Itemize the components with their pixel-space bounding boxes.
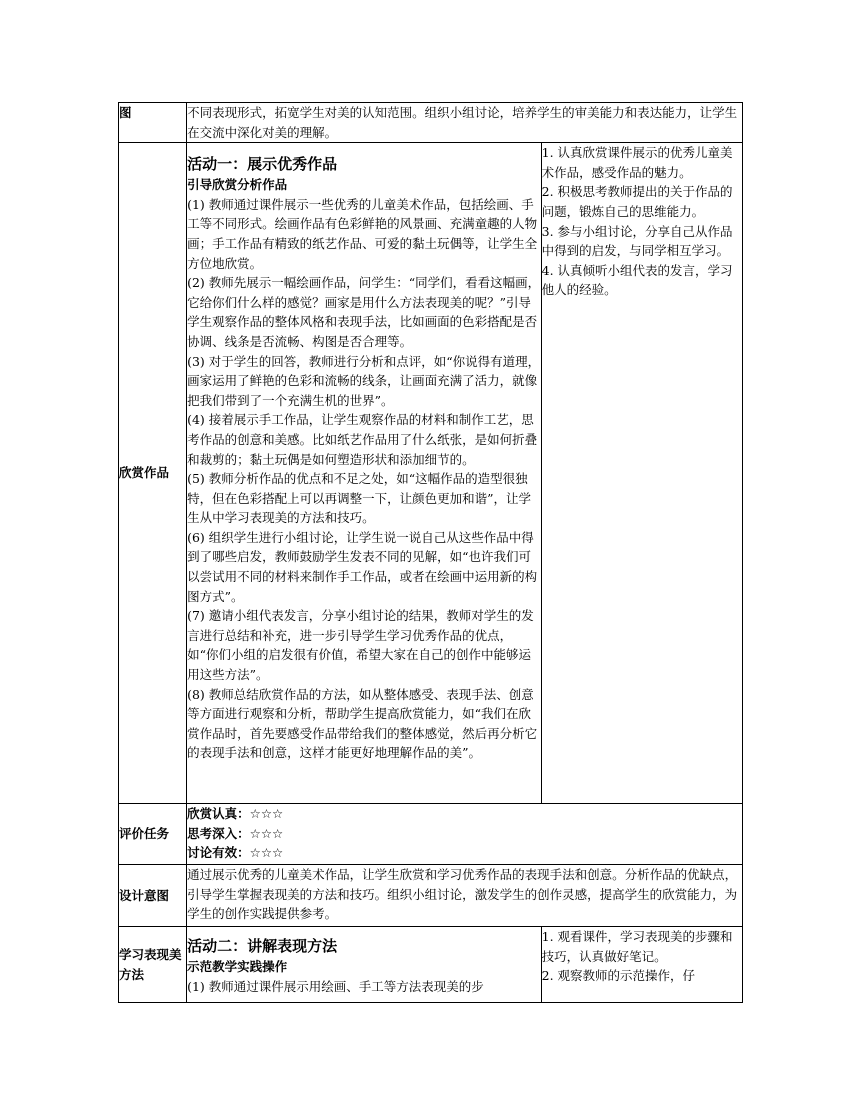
student-step: 2. 积极思考教师提出的关于作品的问题，锻炼自己的思维能力。 (541, 184, 733, 219)
teacher-step: (8) 教师总结欣赏作品的方法，如从整体感受、表现手法、创意等方面进行观察和分析，帮助学生提高欣赏能力，如“我们在欣赏作品时，首先要感受作品带给我们的整体感觉，然后再分析它的表现手法和创意，这样才能更好地理解作品的美”。 (187, 686, 538, 761)
eval-key: 欣赏认真： (187, 806, 250, 822)
student-step: 2. 观察教师的示范操作，仔 (541, 968, 696, 984)
eval-key: 讨论有效： (187, 845, 250, 861)
row-evaluation (119, 804, 743, 865)
activity-two-subtitle: 示范教学实践操作 (187, 959, 288, 975)
row-label-design: 设计意图 (119, 865, 187, 927)
student-activity-cell (541, 143, 742, 804)
eval-stars: ☆☆☆ (249, 825, 284, 841)
activity-one-subtitle: 引导欣赏分析作品 (187, 177, 288, 193)
teacher-step: (6) 组织学生进行小组讨论，让学生说一说自己从这些作品中得到了哪些启发，教师鼓励学生发表不同的见解，如“也许我们可以尝试用不同的材料来制作手工作品，或者在绘画中运用新的构图方式”。 (187, 529, 538, 604)
design-intent-text: 通过展示优秀的儿童美术作品，让学生欣赏和学习优秀作品的表现手法和创意。分析作品的优缺点，引导学生掌握表现美的方法和技巧。组织小组讨论，激发学生的创作灵感，提高学生的欣赏能力，为学生的创作实践提供参考。 (187, 865, 743, 927)
prev-design-text: 不同表现形式，拓宽学生对美的认知范围。组织小组讨论，培养学生的审美能力和表达能力，让学生在交流中深化对美的理解。 (187, 103, 743, 143)
teacher-step: (1) 教师通过课件展示用绘画、手工等方法表现美的步 (187, 978, 484, 994)
student-step: 3. 参与小组讨论，分享自己从作品中得到的启发，与同学相互学习。 (541, 223, 733, 259)
row-label-appreciate: 欣赏作品 (119, 143, 187, 804)
teacher-step: (7) 邀请小组代表发言，分享小组讨论的结果，教师对学生的发言进行总结和补充，进一步引导学生学习优秀作品的优点，如“你们小组的启发很有价值，希望大家在自己的创作中能够运用这些方法”。 (187, 608, 534, 683)
eval-item (187, 843, 742, 863)
eval-stars: ☆☆☆ (249, 806, 284, 822)
teacher-step: (4) 接着展示手工作品，让学生观察作品的材料和制作工艺，思考作品的创意和美感。比如纸艺作品用了什么纸张，是如何折叠和裁剪的；黏土玩偶是如何塑造形状和添加细节的。 (187, 412, 538, 467)
eval-item (187, 804, 742, 824)
activity-one-title: 活动一：展示优秀作品 (187, 155, 338, 174)
teacher-step: (1) 教师通过课件展示一些优秀的儿童美术作品，包括绘画、手工等不同形式。绘画作品有色彩鲜艳的风景画、充满童趣的人物画；手工作品有精致的纸艺作品、可爱的黏土玩偶等，让学生全方位地欣赏。 (187, 196, 538, 271)
row-label-eval: 评价任务 (119, 804, 187, 865)
student-step: 1. 认真欣赏课件展示的优秀儿童美术作品，感受作品的魅力。 (541, 145, 733, 180)
teacher-step: (5) 教师分析作品的优点和不足之处，如“这幅作品的造型很独特，但在色彩搭配上可以再调整一下，让颜色更加和谐”，让学生从中学习表现美的方法和技巧。 (187, 471, 531, 526)
activity-two-title: 活动二：讲解表现方法 (187, 937, 338, 956)
teacher-activity-cell (187, 143, 542, 804)
teacher-step: (3) 对于学生的回答，教师进行分析和点评，如“你说得有道理，画家运用了鲜艳的色彩和流畅的线条，让画面充满了活力，就像把我们带到了一个充满生机的世界”。 (187, 353, 541, 408)
row-previous-design-intent (119, 103, 743, 143)
eval-key: 思考深入： (187, 825, 250, 841)
lesson-plan-table (118, 102, 743, 1003)
teacher-activity-cell-2 (187, 927, 542, 1003)
student-activity-cell-2 (541, 927, 742, 1003)
evaluation-cell (187, 804, 743, 865)
row-appreciate-works (119, 143, 743, 804)
row-learn-method (119, 927, 743, 1003)
student-step: 1. 观看课件，学习表现美的步骤和技巧，认真做好笔记。 (541, 929, 733, 964)
eval-item (187, 824, 742, 844)
eval-stars: ☆☆☆ (249, 845, 284, 861)
row-design-intent (119, 865, 743, 927)
student-step: 4. 认真倾听小组代表的发言，学习他人的经验。 (541, 262, 733, 298)
teacher-step: (2) 教师先展示一幅绘画作品，问学生：“同学们，看看这幅画，它给你们什么样的感觉？画家是用什么方法表现美的呢？”引导学生观察作品的整体风格和表现手法，比如画面的色彩搭配是否协调、线条是否流畅、构图是否合理等。 (187, 275, 541, 349)
row-label-method: 学习表现美方法 (119, 927, 187, 1003)
row-label-prev: 图 (119, 103, 187, 143)
